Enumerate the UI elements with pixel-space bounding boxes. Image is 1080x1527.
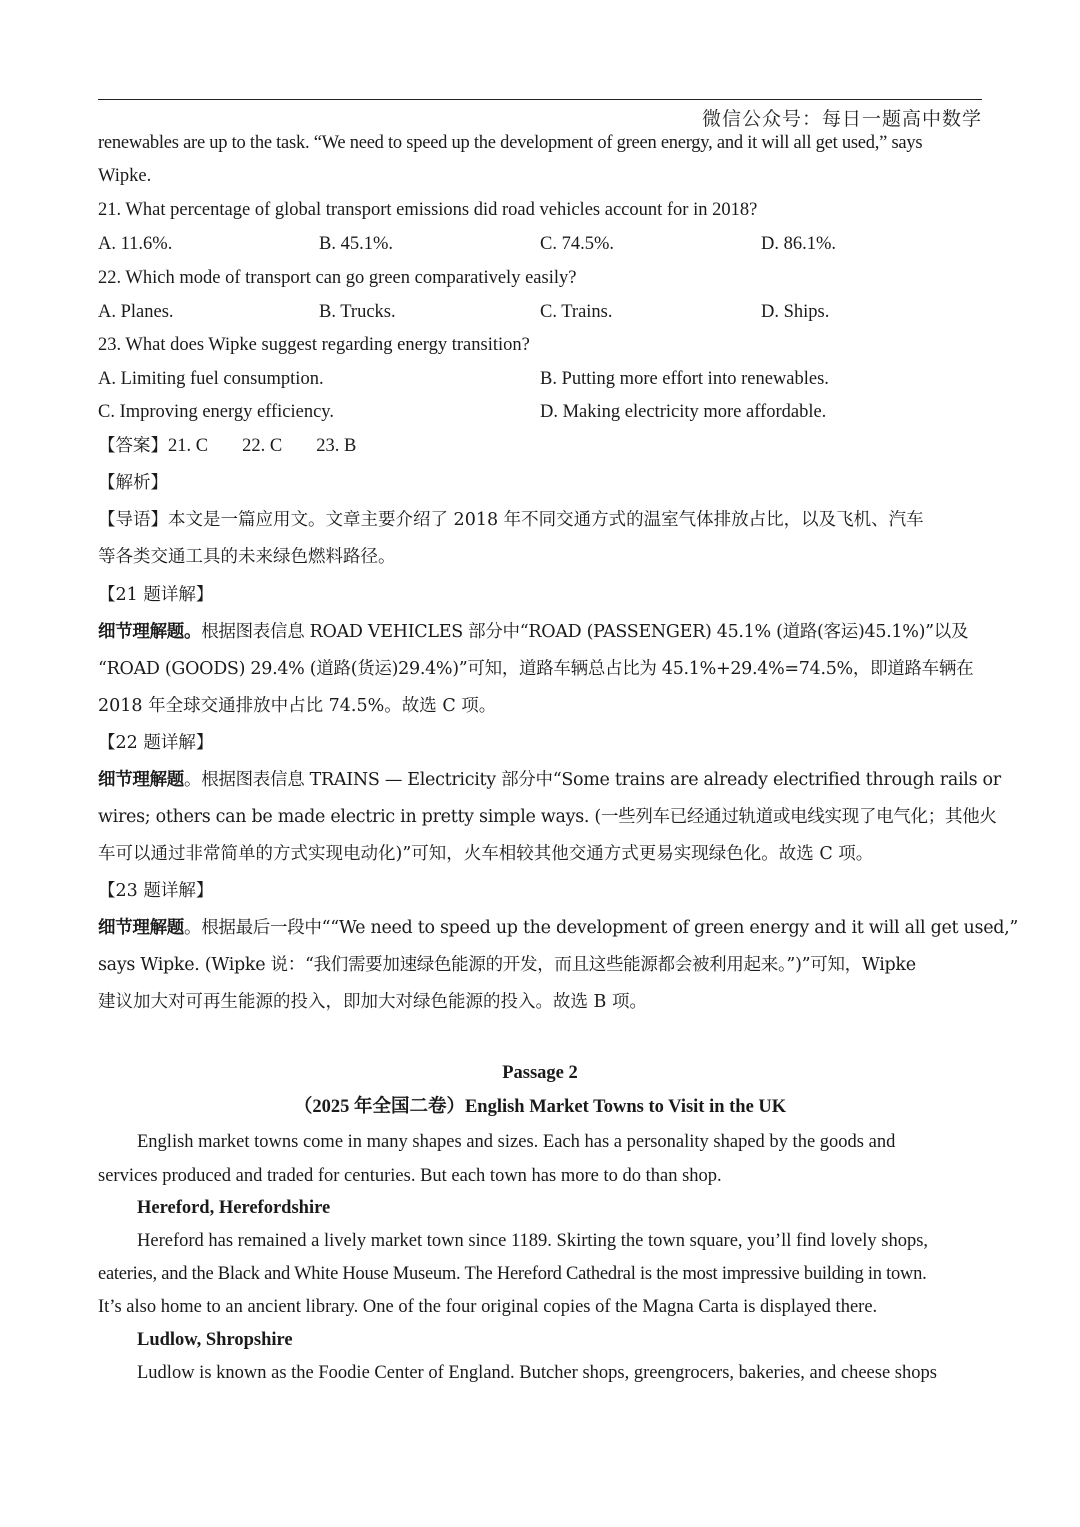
q23-explanation-title: 【23 题详解】 [98,881,214,901]
passage1-tail-line2: Wipke. [98,166,152,186]
q21-explanation-line3: 2018 年全球交通排放中占比 74.5%。故选 C 项。 [98,696,497,716]
passage2-intro-line1: English market towns come in many shapes and sizes. Each has a personality shaped by the goods and [137,1132,896,1152]
q23-explanation-line1 [98,916,1018,940]
q22-explanation-line2: wires; others can be made electric in pretty simple ways. (一些列车已经通过轨道或电线实现了电气化；其他火 [98,807,997,827]
passage1-tail-line1: renewables are up to the task. “We need to speed up the development of green energy, and it will all get used,” says [98,133,923,153]
question-21-stem: 21. What percentage of global transport emissions did road vehicles account for in 2018? [98,200,758,220]
q21-explanation-line1 [98,620,968,644]
town1-line2: eateries, and the Black and White House Museum. The Hereford Cathedral is the most impressive building in town. [98,1264,927,1284]
q21-explanation-text: 根据图表信息 ROAD VEHICLES 部分中“ROAD (PASSENGER) 45.1% (道路(客运)45.1%)”以及 [201,622,969,642]
passage2-heading: Passage 2 [502,1063,578,1083]
q22-question-type: 细节理解题 [98,770,184,790]
q23-explanation-line2: says Wipke. (Wipke 说：“我们需要加速绿色能源的开发，而且这些能源都会被利用起来。”)”可知，Wipke [98,955,916,975]
q22-explanation-text: 。根据图表信息 TRAINS — Electricity 部分中“Some trains are already electrified through rails or [184,770,1001,790]
question-23-stem: 23. What does Wipke suggest regarding energy transition? [98,335,530,355]
q23-question-type: 细节理解题 [98,918,184,938]
town1-line1: Hereford has remained a lively market town since 1189. Skirting the town square, you’ll find lovely shops, [137,1231,929,1251]
analysis-label: 【解析】 [98,473,168,493]
question-22-option-d: D. Ships. [761,302,830,322]
passage2-subtitle: （2025 年全国二卷）English Market Towns to Visit in the UK [293,1097,787,1117]
question-21-option-d: D. 86.1%. [761,234,837,254]
answer-21: 21. C [168,436,209,456]
q21-explanation-title: 【21 题详解】 [98,585,214,605]
q22-explanation-line1 [98,768,1001,792]
question-22-stem: 22. Which mode of transport can go green comparatively easily? [98,268,577,288]
guide-line2: 等各类交通工具的未来绿色燃料路径。 [98,547,396,567]
question-21-option-a: A. 11.6%. [98,234,173,254]
q21-question-type: 细节理解题。 [98,622,202,642]
q22-explanation-title: 【22 题详解】 [98,733,214,753]
answer-23: 23. B [316,436,357,456]
question-23-option-a: A. Limiting fuel consumption. [98,369,324,389]
question-23-option-d: D. Making electricity more affordable. [540,402,827,422]
header-watermark: 微信公众号：每日一题高中数学 [701,108,982,130]
question-21-option-c: C. 74.5%. [540,234,614,254]
q23-explanation-line3: 建议加大对可再生能源的投入，即加大对绿色能源的投入。故选 B 项。 [98,992,647,1012]
q22-explanation-line3: 车可以通过非常简单的方式实现电动化)”可知，火车相较其他交通方式更易实现绿色化。故选 C 项。 [98,844,874,864]
town2-line1: Ludlow is known as the Foodie Center of England. Butcher shops, greengrocers, bakeries, and cheese shops [137,1363,937,1383]
question-23-option-c: C. Improving energy efficiency. [98,402,334,422]
town2-name: Ludlow, Shropshire [137,1330,293,1350]
guide-line1: 【导语】本文是一篇应用文。文章主要介绍了 2018 年不同交通方式的温室气体排放占比，以及飞机、汽车 [98,510,924,530]
answer-label: 【答案】 [98,436,168,456]
question-22-option-a: A. Planes. [98,302,174,322]
passage2-intro-line2: services produced and traded for centuries. But each town has more to do than shop. [98,1166,722,1186]
question-22-option-c: C. Trains. [540,302,613,322]
town1-line3: It’s also home to an ancient library. One of the four original copies of the Magna Carta is displayed there. [98,1297,878,1317]
question-22-option-b: B. Trucks. [319,302,396,322]
header-divider [98,99,982,100]
q23-explanation-text: 。根据最后一段中““We need to speed up the development of green energy and it will all get used,” [184,918,1019,938]
q21-explanation-line2: “ROAD (GOODS) 29.4% (道路(货运)29.4%)”可知，道路车辆总占比为 45.1%+29.4%=74.5%，即道路车辆在 [98,659,974,679]
answer-line [98,434,390,458]
question-21-option-b: B. 45.1%. [319,234,393,254]
town1-name: Hereford, Herefordshire [137,1198,331,1218]
question-23-option-b: B. Putting more effort into renewables. [540,369,829,389]
answer-22: 22. C [242,436,283,456]
